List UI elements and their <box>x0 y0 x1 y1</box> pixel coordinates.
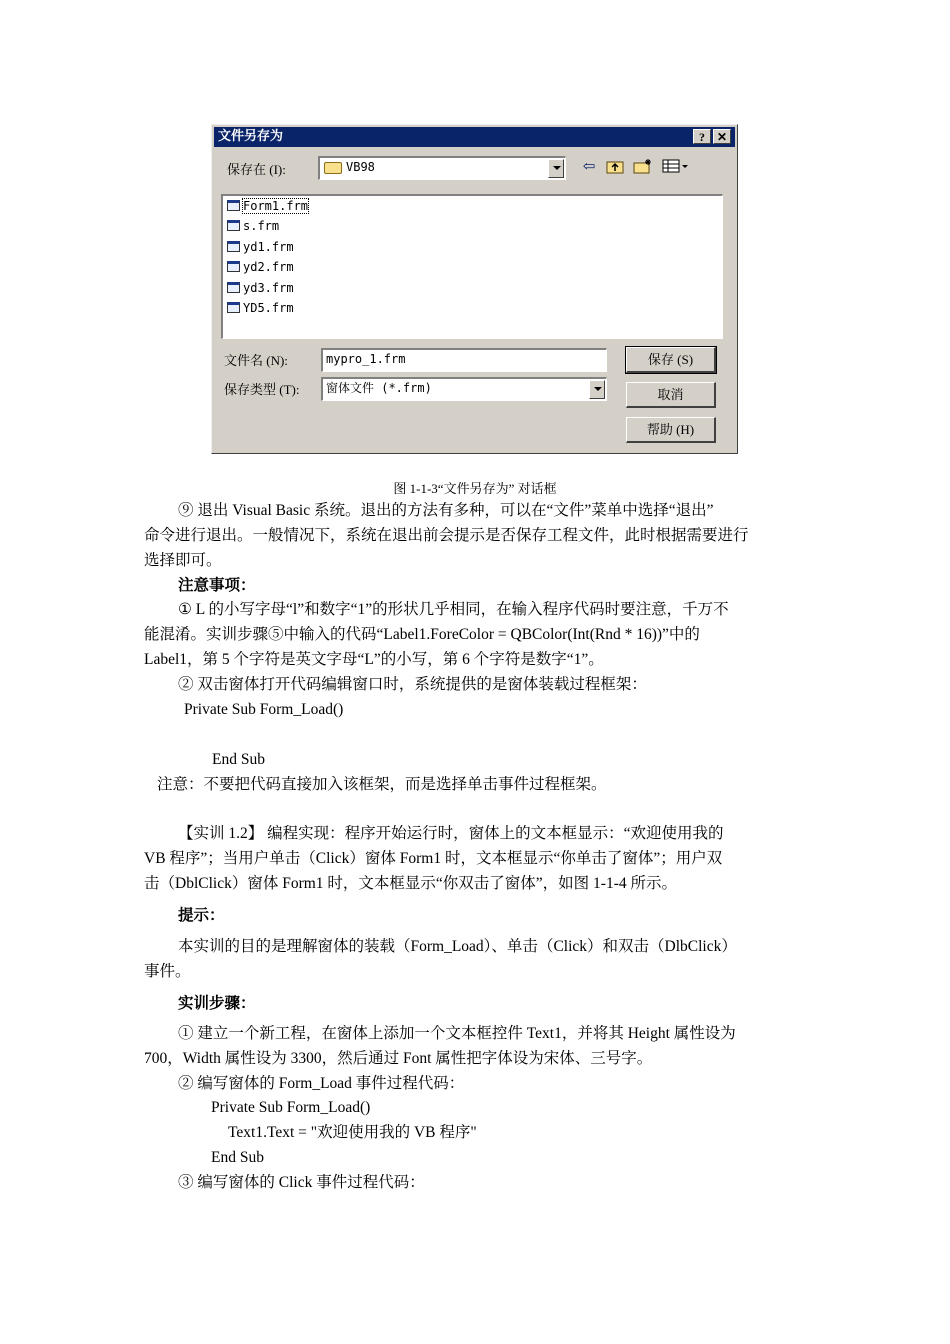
up-folder-icon[interactable] <box>604 158 626 179</box>
hint-heading: 提示： <box>178 907 225 924</box>
filetype-dropdown[interactable] <box>321 377 607 401</box>
vb-form-file-icon <box>227 241 240 252</box>
list-item[interactable] <box>227 259 294 275</box>
file-list[interactable] <box>221 194 723 339</box>
file-name: Form1.frm <box>243 199 309 213</box>
help-titlebar-button[interactable]: ? <box>693 129 711 144</box>
vb-form-file-icon <box>227 302 240 313</box>
code-line: End Sub <box>211 1149 264 1166</box>
list-item[interactable] <box>227 218 279 234</box>
dialog-titlebar <box>214 127 735 147</box>
paragraph-line: ① L 的小写字母“l”和数字“1”的形状几乎相同，在输入程序代码时要注意，千万不 <box>178 601 729 618</box>
paragraph-line: 击（DblClick）窗体 Form1 时，文本框显示“你双击了窗体”，如图 1-1-4 所示。 <box>144 875 678 892</box>
exercise-heading: 【实训 1.2】 编程实现：程序开始运行时，窗体上的文本框显示：“欢迎使用我的 <box>178 825 724 842</box>
list-item[interactable] <box>227 280 294 296</box>
file-name: s.frm <box>243 219 280 233</box>
code-line: Text1.Text = "欢迎使用我的 VB 程序" <box>228 1124 477 1141</box>
file-name: YD5.frm <box>243 301 294 315</box>
view-menu-icon[interactable] <box>661 158 691 179</box>
file-name: yd3.frm <box>243 281 294 295</box>
vb-form-file-icon <box>227 282 240 293</box>
paragraph-line: 能混淆。实训步骤⑤中输入的代码“Label1.ForeColor = QBColor(Int(Rnd * 16))”中的 <box>144 626 700 643</box>
chevron-down-icon[interactable] <box>548 159 564 178</box>
vb-form-file-icon <box>227 261 240 272</box>
list-item[interactable] <box>227 198 308 214</box>
paragraph-line: VB 程序”；当用户单击（Click）窗体 Form1 时，文本框显示“你单击了窗体”；用户双 <box>144 850 723 867</box>
paragraph-line: ⑨ 退出 Visual Basic 系统。退出的方法有多种，可以在“文件”菜单中选择“退出” <box>178 502 714 519</box>
note-heading: 注意事项： <box>178 577 256 594</box>
paragraph-line: 本实训的目的是理解窗体的装载（Form_Load）、单击（Click）和双击（DlbClick） <box>178 938 737 955</box>
figure-caption: 图 1-1-3“文件另存为” 对话框 <box>393 481 557 496</box>
file-name: yd2.frm <box>243 260 294 274</box>
filetype-label: 保存类型 (T): <box>224 382 300 397</box>
paragraph-line: ② 编写窗体的 Form_Load 事件过程代码： <box>178 1075 465 1092</box>
help-button[interactable]: 帮助 (H) <box>626 417 716 443</box>
vb-form-file-icon <box>227 200 240 211</box>
paragraph-line: ① 建立一个新工程，在窗体上添加一个文本框控件 Text1，并将其 Height 属性设为 <box>178 1025 736 1042</box>
paragraph-line: 700，Width 属性设为 3300，然后通过 Font 属性把字体设为宋体、三号字。 <box>144 1050 653 1067</box>
filetype-value: 窗体文件 (*.frm) <box>326 381 432 395</box>
code-line: End Sub <box>212 751 265 768</box>
paragraph-line: 选择即可。 <box>144 552 222 569</box>
cancel-button[interactable]: 取消 <box>626 382 716 408</box>
paragraph-line: 命令进行退出。一般情况下，系统在退出前会提示是否保存工程文件，此时根据需要进行 <box>144 527 749 544</box>
steps-heading: 实训步骤： <box>178 995 256 1012</box>
paragraph-line: 注意：不要把代码直接加入该框架，而是选择单击事件过程框架。 <box>157 776 607 793</box>
filename-input[interactable]: mypro_1.frm <box>321 348 607 372</box>
paragraph-line: 事件。 <box>144 963 191 980</box>
file-name: yd1.frm <box>243 240 294 254</box>
paragraph-line: ③ 编写窗体的 Click 事件过程代码： <box>178 1174 425 1191</box>
paragraph-line: ② 双击窗体打开代码编辑窗口时，系统提供的是窗体装载过程框架： <box>178 676 647 693</box>
code-line: Private Sub Form_Load() <box>184 701 344 718</box>
close-titlebar-button[interactable]: ✕ <box>713 129 731 144</box>
save-in-value: VB98 <box>346 160 375 174</box>
save-in-label: 保存在 (I): <box>227 162 286 177</box>
paragraph-line: Label1，第 5 个字符是英文字母“L”的小写，第 6 个字符是数字“1”。 <box>144 651 604 668</box>
vb-form-file-icon <box>227 220 240 231</box>
back-icon[interactable]: ⇦ <box>582 159 596 175</box>
code-line: Private Sub Form_Load() <box>211 1099 371 1116</box>
filename-label: 文件名 (N): <box>224 353 288 368</box>
list-item[interactable] <box>227 239 294 255</box>
folder-icon <box>324 162 342 174</box>
save-button[interactable]: 保存 (S) <box>626 347 716 373</box>
chevron-down-icon[interactable] <box>589 380 605 399</box>
save-in-dropdown[interactable] <box>318 156 566 180</box>
list-item[interactable] <box>227 300 294 316</box>
dialog-title: 文件另存为 <box>218 129 284 144</box>
new-folder-icon[interactable] <box>632 158 654 179</box>
